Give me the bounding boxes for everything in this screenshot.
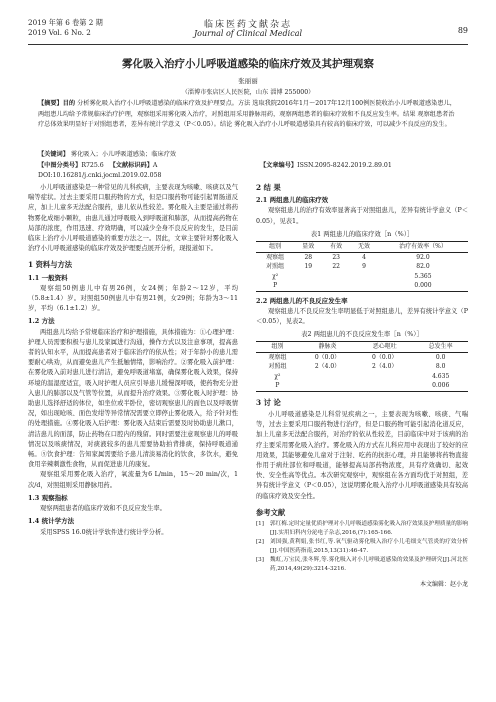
table1-cell: 观察组: [266, 253, 285, 261]
subsection-1-3: 1.3 观察指标: [28, 493, 68, 502]
journal-name-cn: 临床医药文献杂志: [203, 20, 292, 30]
reference-text: 郭红梅.定时定量优质护理对小儿呼吸道感染雾化吸入治疗效果及护理质量的影响[J].实用妇科内分泌电子杂志,2016,(7):165-166.: [270, 521, 468, 537]
article-title: 雾化吸入治疗小儿呼吸道感染的临床疗效及其护理观察: [122, 58, 374, 70]
table2-cell: [356, 372, 413, 382]
table1-cell: 22: [332, 263, 340, 271]
reference-item: [256, 538, 468, 556]
journal-name-en: Journal of Clinical Medical: [193, 29, 303, 38]
subsection-1-1: 1.1 一般资料: [28, 273, 68, 282]
table-row: [256, 272, 468, 282]
table1-cell: 0.000: [378, 281, 468, 291]
table1-cell: 82.0: [416, 263, 430, 271]
table2-caption: 表2 两组患儿的不良反应发生率［n（%）］: [301, 330, 423, 339]
table1-caption: 表1 两组患儿的临床疗效［n（%）］: [310, 229, 414, 238]
table1-cell: 92.0: [416, 253, 430, 261]
table1-cell: [350, 281, 378, 291]
table2-cell: 0.0: [435, 353, 446, 361]
articleid-label: 【文章编号】: [260, 162, 298, 169]
table2-cell: [299, 381, 356, 391]
table2-header-cell: 组别: [256, 342, 299, 353]
indicators-paragraph: 观察两组患者的临床疗效和不良反应发生率。: [40, 505, 166, 513]
methods-paragraph: 两组患儿均给予常规临床治疗和护理措施，具体措施为：①心理护理：护理人员需要积极与患儿及家属进行沟通，操作方式以及注意事项，提高患者的认知水平，从而提高患者对于临床治疗的依从性；对于年龄小的患儿需要耐心哄劝，从而避免患儿产生抵触情绪，影响治疗。②雾化吸入前护理：在雾化吸入前对患儿进行清洁，避免呼吸道堵塞，确保雾化吸入效果，保持环境的温湿度适宜，吸入时护理人员应引导患儿缓慢深呼吸，使药物充分进入患儿的肺部以及气管等位置，从而提升治疗效果。③雾化吸入时护理：协助患儿选择舒适的体位，如坐位或半卧位，密切观察患儿的面色以及呼吸情况，如出现呛咳、面色发绀等异常情况需要立即停止雾化吸入，给予针对性的处理措施。④雾化吸入后护理：雾化吸入结束后需要及时协助患儿漱口，清洁患儿的面部，防止药物在口腔内的残留。同时需要注意观察患儿的呼吸情况以及咳痰情况，对痰液较多的患儿需要协助拍背排痰，保持呼吸道通畅。⑤饮食护理：告知家属需要给予患儿清淡易消化的饮食，多饮水，避免食用辛辣刺激性食物，从而促进患儿的康复。: [28, 328, 238, 469]
issue-cn: 2019 年第 6 卷第 2 期: [28, 18, 103, 27]
reference-text: 刘国强,黄利娟,张书红,等.氧气驱动雾化吸入治疗小儿毛细支气管炎的疗效分析[J].中国医药指南,2015,13(31):46-47.: [270, 539, 468, 555]
stats-paragraph: 采用SPSS 16.0统计学软件进行统计学分析。: [40, 528, 168, 536]
table2-cell: 2（4.0）: [314, 363, 341, 371]
abstract-text: 分析雾化吸入治疗小儿呼吸道感染的临床疗效及护理要点。方法 选取我院2016年1月～2017年12月100例医院收治小儿呼吸道感染患儿，两组患儿均给予常规临床治疗护理，观察组采用雾化吸入治疗，对照组用采用静脉用药，观察两组患者的临床疗效和不良反应发生率。结果 观察组患者治疗总体效果明显好于对照组患者，差异有统计学意义（P＜0.05）。结论 雾化吸入治疗小儿呼吸道感染具有较高的临床疗效，可以减少不良反应的发生。: [38, 100, 456, 128]
table2-cell: 对照组: [268, 363, 287, 371]
table-row: [256, 252, 468, 262]
table2-header-cell: 恶心呕吐: [356, 342, 413, 353]
left-column: [28, 183, 238, 538]
subsection-1-4: 1.4 统计学方法: [28, 517, 75, 526]
table1-cell: [322, 281, 350, 291]
table1-cell: 9: [362, 263, 366, 271]
table2-cell: P: [256, 381, 299, 391]
intro-paragraph: 小儿呼吸道感染是一种常见的儿科疾病，主要表现为咳嗽、咳痰以及气喘等症状。过去主要采用口服药物的方式，但是口服药物可能引起胃肠道反应，加上儿童多无法配合服药，患儿依从性较差。雾化吸入主要是通过将药物雾化成细小颗粒，由患儿通过呼吸吸入到呼吸道和肺部，从而提高药物在局部的浓度，作用迅速、疗效明确，可以减少全身不良反应的发生，是目前临床上治疗小儿呼吸道感染的重要方法之一。因此，文章主要针对雾化吸入治疗小儿呼吸道感染的临床疗效及护理要点展开分析，现报道如下。: [28, 184, 238, 253]
methods-paragraph-2: 观察组采用雾化吸入治疗，氧流量为6 L/min，15～20 min/次，1次/d，对照组则采用静脉用药。: [28, 471, 238, 489]
classification-line: [38, 161, 248, 172]
table2-cell: 4.635: [432, 372, 450, 380]
issue-en: 2019 Vol. 6 No. 2: [28, 28, 91, 37]
results-paragraph-2: 观察组患儿不良反应发生率明显低于对照组患儿，差异有统计学意义（P＜0.05），见表2。: [256, 307, 468, 325]
table1-header-cell: 组别: [256, 242, 294, 253]
table2-cell: [356, 381, 413, 391]
table-1: [256, 241, 468, 292]
table-row: [256, 381, 468, 391]
results-paragraph-1: 观察组患儿的治疗有效率显著高于对照组患儿，差异有统计学意义（P＜0.05），见表1。: [256, 207, 468, 225]
table2-cell: [299, 372, 356, 382]
table2-header-cell: 静脉炎: [299, 342, 356, 353]
general-data-paragraph: 观察组50例患儿中有男26例，女24例；年龄2～12岁，平均（5.8±1.4）岁。对照组50例患儿中有男21例，女29例；年龄为3～11岁，平均（6.1±1.2）岁。: [28, 284, 238, 313]
running-header: [28, 16, 468, 48]
table-row: [256, 362, 468, 372]
abstract-label: 【摘要】目的: [38, 100, 76, 107]
doccode-label: 【文献标识码】: [109, 162, 153, 169]
author: 张丽丽: [238, 77, 258, 85]
reference-number: [2]: [256, 539, 264, 546]
header-rule: [28, 44, 468, 45]
table2-cell: 8.0: [435, 363, 446, 371]
table2-cell: 2（4.0）: [372, 363, 398, 371]
article-id-line: [260, 161, 458, 172]
table2-cell: 0（0.0）: [372, 353, 398, 361]
keywords: 雾化吸入；小儿呼吸道感染；临床疗效: [70, 151, 177, 158]
table2-cell: 0（0.0）: [314, 353, 341, 361]
table1-cell: [294, 281, 322, 291]
table1-cell: 5.365: [414, 272, 432, 280]
page-number: 89: [457, 26, 468, 35]
table1-cell: 4: [362, 253, 366, 261]
subsection-2-1: 2.1 两组患儿的临床疗效: [256, 196, 329, 205]
table2-cell: 0.006: [413, 381, 468, 391]
table1-cell: 28: [304, 253, 313, 261]
table1-header-cell: 显效: [294, 242, 322, 253]
table-row: [256, 352, 468, 362]
table1-cell: χ²: [272, 272, 279, 280]
table1-cell: [350, 272, 378, 282]
table1-cell: [294, 272, 322, 282]
section-heading-3: 3 讨 论: [256, 397, 281, 407]
table-row: [256, 372, 468, 382]
clc-label: 【中图分类号】: [38, 162, 82, 169]
table1-cell: 23: [332, 253, 340, 261]
abstract: [38, 99, 458, 131]
clc: R725.6: [81, 162, 104, 169]
affiliation: （淄博市张店区人民医院，山东 淄博 255000）: [181, 89, 315, 96]
table-2: [256, 341, 468, 392]
table1-cell: 19: [304, 263, 313, 271]
reference-item: [256, 556, 468, 574]
table1-header-cell: 有效: [322, 242, 350, 253]
references-heading: 参考文献: [256, 507, 286, 517]
keywords-label: 【关键词】: [38, 151, 69, 158]
section-heading-1: 1 资料与方法: [28, 260, 73, 270]
table-row: [256, 262, 468, 272]
right-column: [256, 183, 468, 590]
subsection-1-2: 1.2 方法: [28, 317, 55, 326]
references-list: [256, 520, 468, 574]
reference-item: [256, 520, 468, 538]
table1-cell: 对照组: [266, 263, 285, 271]
table1-header-cell: 无效: [350, 242, 378, 253]
doccode: A: [152, 162, 158, 169]
section-heading-2: 2 结 果: [256, 183, 281, 192]
reference-number: [1]: [256, 521, 264, 528]
table1-cell: [322, 272, 350, 282]
discussion-paragraph: 小儿呼吸道感染是儿科常见疾病之一，主要表现为咳嗽、咳痰、气喘等，过去主要采用口服药物进行治疗，但是口服药物可能引起消化道反应，加上儿童多无法配合服药，对治疗的依从性较差，目前临床中对于该病的治疗主要采用雾化吸入治疗。雾化吸入的方式在儿科应用中表现出了较好的应用效果，其能够避免儿童对于注射、吃药的抗拒心理，并且能够将药物直接作用于病灶部位和呼吸道，能够提高局部药物浓度，具有疗效确切、起效快、安全性高等优点。本次研究观察中，观察组在各方面均优于对照组，差异有统计学意义（P＜0.05），这说明雾化吸入治疗小儿呼吸道感染具有较高的临床疗效及安全性。: [256, 411, 468, 500]
reference-text: 魏虹,万宝民,张冬辉,等.雾化吸入对小儿呼吸道感染的效果及护理研究[J].河北医药,2014,49(29):3214-3216.: [270, 557, 468, 573]
table1-header-cell: 治疗有效率（%）: [378, 242, 468, 253]
subsection-2-2: 2.2 两组患儿的不良反应发生率: [256, 296, 348, 305]
table2-cell: 观察组: [268, 353, 287, 361]
table2-header-cell: 总发生率: [413, 342, 468, 353]
articleid: ISSN.2095-8242.2019.2.89.01: [297, 162, 392, 169]
table-row: [256, 281, 468, 291]
keywords-line: [38, 150, 458, 161]
editor-note: 本文编辑：赵小龙: [419, 581, 468, 589]
doi: DOI:10.16281/j.cnki.jocml.2019.02.058: [38, 172, 162, 179]
reference-number: [3]: [256, 557, 264, 564]
table1-cell: P: [256, 281, 294, 291]
table2-cell: χ²: [274, 372, 281, 380]
